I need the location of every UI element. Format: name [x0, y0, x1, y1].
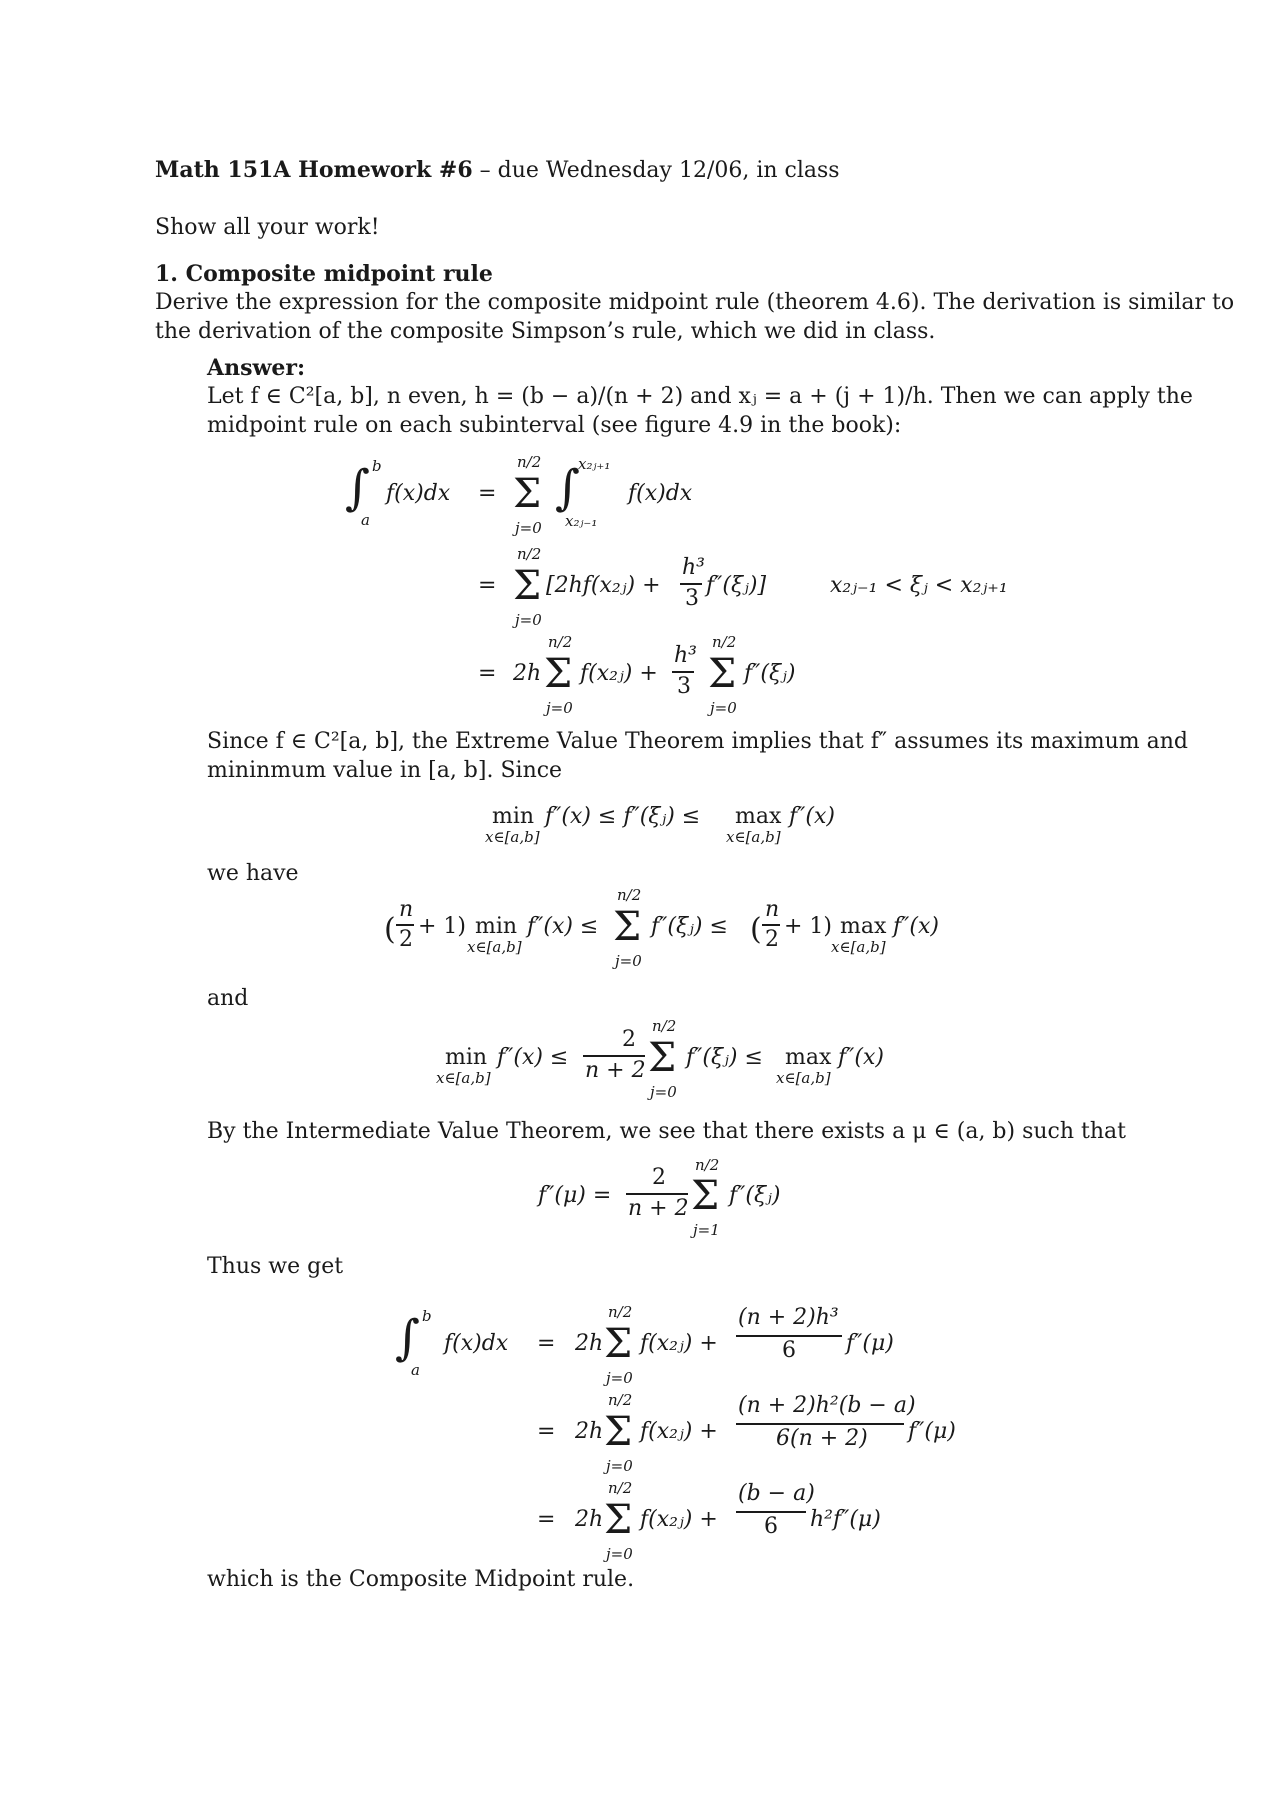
homework-title: Math 151A Homework #6 — [155, 157, 473, 183]
inequality-chain: f″(ξⱼ) ≤ — [686, 1045, 763, 1070]
coefficient-2h: 2h — [575, 1331, 604, 1356]
problem-statement-line-2: the derivation of the composite Simpson’s rule, which we did in class. — [155, 319, 936, 344]
bracket-expression: [2hf(x₂ⱼ) + — [546, 573, 661, 598]
fraction-denominator: 2 — [399, 927, 413, 952]
sum-upper: n/2 — [548, 633, 573, 651]
integral-sign: ∫ — [555, 460, 581, 516]
sum-term: f(x₂ⱼ) + — [640, 1419, 718, 1444]
fraction-denominator: 3 — [677, 674, 691, 699]
inequality-chain: f″(x) ≤ — [527, 914, 599, 939]
min-operator: min — [445, 1045, 488, 1070]
evt-line-1: Since f ∈ C²[a, b], the Extreme Value Theorem implies that f″ assumes its maximum and — [207, 729, 1188, 754]
answer-label: Answer: — [207, 355, 306, 381]
integral-sign: ∫ — [395, 1310, 421, 1366]
sum-upper: n/2 — [695, 1156, 720, 1174]
open-paren: ( — [384, 912, 396, 947]
min-operator: min — [475, 914, 518, 939]
sum-lower: j=0 — [615, 952, 642, 970]
instructions: Show all your work! — [155, 215, 380, 240]
fraction-bar — [672, 671, 694, 673]
sum-upper: n/2 — [617, 886, 642, 904]
fraction-numerator: (n + 2)h³ — [738, 1305, 839, 1330]
sum-upper: n/2 — [608, 1391, 633, 1409]
sum-upper: n/2 — [517, 453, 542, 471]
ivt-line: By the Intermediate Value Theorem, we see that there exists a μ ∈ (a, b) such that — [207, 1119, 1127, 1144]
thus-label: Thus we get — [207, 1254, 344, 1279]
we-have: we have — [207, 861, 299, 886]
max-operator: max — [735, 804, 782, 829]
fraction-denominator: 3 — [685, 586, 699, 611]
fraction-bar — [736, 1335, 842, 1337]
integral-lower: x₂ⱼ₋₁ — [565, 512, 598, 530]
max-operator: max — [840, 914, 887, 939]
sum-lower: j=0 — [606, 1369, 633, 1387]
sum-upper: n/2 — [608, 1479, 633, 1497]
upper-limit: b — [422, 1307, 432, 1325]
header-separator: – — [479, 158, 491, 183]
lower-limit: a — [411, 1361, 420, 1379]
answer-let-line-1: Let f ∈ C²[a, b], n even, h = (b − a)/(n + 2) and xⱼ = a + (j + 1)/h. Then we can apply the — [207, 384, 1193, 409]
sum-sign: Σ — [604, 1321, 633, 1367]
sum-sign: Σ — [513, 471, 542, 517]
fraction-bar — [583, 1055, 645, 1057]
function-value: f″(x) — [838, 1045, 884, 1070]
plus-one: + 1) — [418, 914, 467, 939]
sum-upper: n/2 — [712, 633, 737, 651]
max-operator: max — [785, 1045, 832, 1070]
function-value: f″(μ) — [908, 1419, 956, 1444]
fraction-denominator: 6(n + 2) — [776, 1426, 868, 1451]
fraction-denominator: n + 2 — [628, 1196, 689, 1221]
fraction-numerator: 2 — [652, 1165, 666, 1190]
coefficient-2h: 2h — [575, 1419, 604, 1444]
bracket-tail: f″(ξⱼ)] — [706, 573, 767, 598]
sum-lower: j=0 — [606, 1457, 633, 1475]
min-operator: min — [492, 804, 535, 829]
sum-upper: n/2 — [517, 545, 542, 563]
problem-statement-line-1: Derive the expression for the composite midpoint rule (theorem 4.6). The derivation is similar to — [155, 290, 1235, 315]
sum-sign: Σ — [691, 1173, 720, 1219]
fraction-numerator: (n + 2)h²(b − a) — [738, 1393, 916, 1418]
equals-sign: = — [537, 1507, 556, 1532]
fraction-denominator: n + 2 — [585, 1058, 646, 1083]
integrand: f(x)dx — [628, 481, 693, 506]
fraction-bar — [736, 1511, 806, 1513]
sum-lower: j=0 — [710, 699, 737, 717]
equation-lhs: f″(μ) = — [538, 1183, 612, 1208]
sum-term: f(x₂ⱼ) + — [580, 661, 658, 686]
max-subscript: x∈[a,b] — [726, 828, 781, 846]
sum-term: f(x₂ⱼ) + — [640, 1507, 718, 1532]
problem-heading: 1. Composite midpoint rule — [155, 261, 493, 287]
sum-lower: j=0 — [515, 519, 542, 537]
sum-sign: Σ — [613, 904, 642, 950]
plus-one: + 1) — [784, 914, 833, 939]
fraction-numerator: n — [399, 897, 414, 922]
function-value: f″(x) — [893, 914, 939, 939]
fraction-numerator: h³ — [674, 643, 697, 668]
function-value: f″(x) — [789, 804, 835, 829]
inequality-chain: f″(x) ≤ — [497, 1045, 569, 1070]
max-subscript: x∈[a,b] — [831, 938, 886, 956]
upper-limit: b — [372, 457, 382, 475]
equals-sign: = — [478, 573, 497, 598]
and-label: and — [207, 986, 249, 1011]
sum-lower: j=1 — [693, 1221, 720, 1239]
fraction-bar — [680, 583, 702, 585]
inequality-chain: f″(x) ≤ f″(ξⱼ) ≤ — [545, 804, 701, 829]
sum-term: f″(ξⱼ) — [744, 661, 796, 686]
sum-lower: j=0 — [515, 611, 542, 629]
fraction-bar — [762, 924, 780, 926]
fraction-bar — [626, 1193, 688, 1195]
equals-sign: = — [478, 661, 497, 686]
fraction-bar — [736, 1423, 904, 1425]
xi-condition: x₂ⱼ₋₁ < ξⱼ < x₂ⱼ₊₁ — [830, 573, 1008, 598]
integral-upper: x₂ⱼ₊₁ — [578, 455, 611, 473]
fraction-numerator: h³ — [682, 555, 705, 580]
integrand: f(x)dx — [444, 1331, 509, 1356]
min-subscript: x∈[a,b] — [485, 828, 540, 846]
fraction-denominator: 6 — [782, 1338, 796, 1363]
coefficient-2h: 2h — [575, 1507, 604, 1532]
sum-sign: Σ — [708, 651, 737, 697]
fraction-numerator: 2 — [622, 1027, 636, 1052]
integrand: f(x)dx — [386, 481, 451, 506]
closing-line: which is the Composite Midpoint rule. — [207, 1567, 635, 1592]
fraction-denominator: 6 — [764, 1514, 778, 1539]
sum-sign: Σ — [604, 1409, 633, 1455]
evt-line-2: mininmum value in [a, b]. Since — [207, 758, 563, 783]
fraction-denominator: 2 — [765, 927, 779, 952]
sum-lower: j=0 — [546, 699, 573, 717]
lower-limit: a — [361, 511, 370, 529]
fraction-bar — [396, 924, 414, 926]
min-subscript: x∈[a,b] — [436, 1069, 491, 1087]
sum-lower: j=0 — [650, 1083, 677, 1101]
sum-sign: Σ — [648, 1035, 677, 1081]
sum-sign: Σ — [513, 563, 542, 609]
inequality-chain: f″(ξⱼ) ≤ — [651, 914, 728, 939]
equals-sign: = — [537, 1331, 556, 1356]
due-date: due Wednesday 12/06, in class — [497, 158, 840, 183]
sum-sign: Σ — [604, 1497, 633, 1543]
integral-sign: ∫ — [345, 460, 371, 516]
equals-sign: = — [537, 1419, 556, 1444]
equals-sign: = — [478, 481, 497, 506]
open-paren: ( — [750, 912, 762, 947]
function-value: h²f″(μ) — [810, 1507, 881, 1532]
coefficient-2h: 2h — [513, 661, 542, 686]
function-value: f″(μ) — [846, 1331, 894, 1356]
answer-let-line-2: midpoint rule on each subinterval (see figure 4.9 in the book): — [207, 413, 902, 438]
sum-term: f″(ξⱼ) — [729, 1183, 781, 1208]
sum-sign: Σ — [544, 651, 573, 697]
sum-upper: n/2 — [652, 1017, 677, 1035]
sum-term: f(x₂ⱼ) + — [640, 1331, 718, 1356]
header-line — [155, 156, 840, 185]
sum-upper: n/2 — [608, 1303, 633, 1321]
min-subscript: x∈[a,b] — [467, 938, 522, 956]
sum-lower: j=0 — [606, 1545, 633, 1563]
fraction-numerator: (b − a) — [738, 1481, 815, 1506]
fraction-numerator: n — [765, 897, 780, 922]
max-subscript: x∈[a,b] — [776, 1069, 831, 1087]
